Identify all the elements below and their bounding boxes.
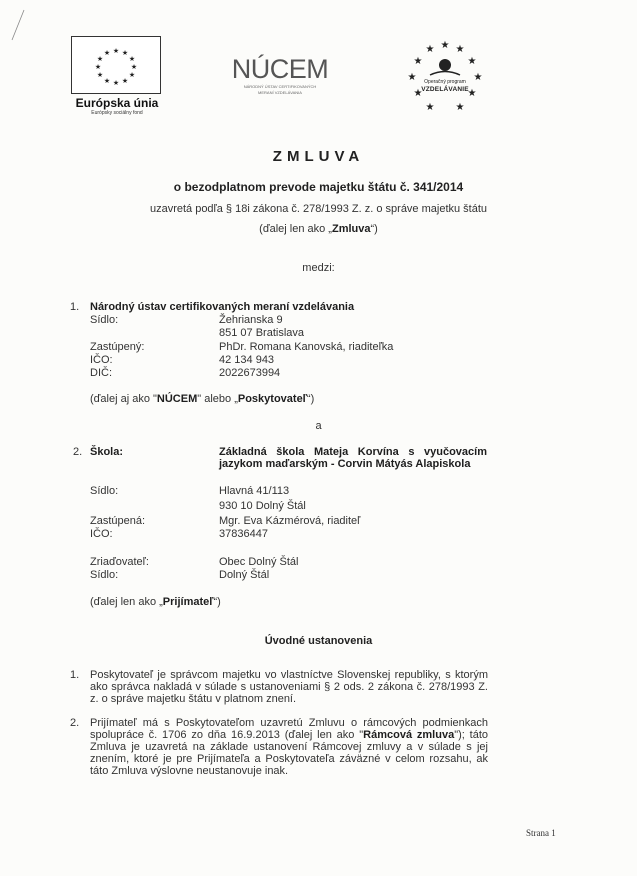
eu-flag-icon (71, 36, 161, 94)
vz-program-label: Operačný program (424, 79, 466, 85)
clause2-number: 2. (70, 717, 80, 729)
scratch-mark (8, 8, 28, 44)
alias-contract-term: Zmluva (331, 223, 371, 235)
eu-subtitle: Európsky sociálny fond (91, 110, 143, 116)
nucem-subtitle-2: MERANÍ VZDELÁVANIA (258, 90, 302, 95)
svg-text:★: ★ (96, 71, 104, 79)
party1-rep-label: Zastúpený: (90, 341, 145, 353)
star-ring-icon (400, 38, 490, 118)
party2-seat-street: Hlavná 41/113 (219, 485, 290, 497)
party2-number: 2. (73, 446, 83, 458)
between-label: medzi: (302, 262, 335, 274)
svg-text:★: ★ (94, 63, 102, 71)
svg-text:★: ★ (103, 49, 111, 57)
svg-text:★: ★ (112, 47, 120, 55)
vz-program-name: VZDELÁVANIE (421, 86, 469, 93)
svg-text:★: ★ (112, 79, 120, 87)
svg-text:★: ★ (467, 56, 477, 67)
party1-seat-label: Sídlo: (90, 314, 119, 326)
party2-rep-value: Mgr. Eva Kázmérová, riaditeľ (219, 515, 361, 527)
nucem-logo (228, 56, 332, 95)
svg-text:★: ★ (413, 56, 423, 67)
party1-number: 1. (70, 301, 80, 313)
party2-rep-label: Zastúpená: (90, 515, 146, 527)
founder-seat-label: Sídlo: (90, 569, 119, 581)
svg-text:★: ★ (425, 102, 435, 113)
party2-seat-label: Sídlo: (90, 485, 119, 497)
svg-text:★: ★ (103, 77, 111, 85)
party2-ico-label: IČO: (90, 528, 113, 540)
intro-heading: Úvodné ustanovenia (264, 635, 373, 647)
alias-contract: (ďalej len ako „Zmluva“) (259, 223, 378, 235)
svg-text:★: ★ (128, 55, 136, 63)
party2-ico-value: 37836447 (219, 528, 268, 540)
clause1-text: Poskytovateľ je správcom majetku vo vlastníctve Slovenskej republiky, s ktorým ako správca nakladá v súlade s ustanoveniami § 2 ods. 2 zákona č. 278/1993 Z. z. o správe majetku štátu v platnom znení. (90, 669, 488, 705)
clause2-text: Prijímateľ má s Poskytovateľom uzavretú Zmluvu o rámcových podmienkach spolupráce č. 1706 zo dňa 16.9.2013 (ďalej len ako "Rámcová zmluva"); táto Zmluva je uzavretá na základe ustanovení Rámcovej zmluvy a v súlade s jej znením, ktoré je pre Prijímateľa a Poskytovateľa záväzné v celom rozsahu, ak táto Zmluva výslovne neustanovuje inak. (90, 717, 488, 777)
svg-text:★: ★ (413, 88, 423, 99)
party1-seat-city: 851 07 Bratislava (219, 327, 304, 339)
nucem-name: NÚCEM (231, 54, 329, 84)
svg-text:★: ★ (121, 49, 129, 57)
party1-ico-label: IČO: (90, 354, 113, 366)
svg-text:★: ★ (407, 72, 417, 83)
page-number: Strana 1 (526, 828, 556, 838)
legal-basis: uzavretá podľa § 18i zákona č. 278/1993 Z. z. o správe majetku štátu (149, 203, 488, 215)
party1-rep-value: PhDr. Romana Kanovská, riaditeľka (219, 341, 394, 353)
clause1-number: 1. (70, 669, 80, 681)
party2-name: Základná škola Mateja Korvína s vyučovacím jazykom maďarským - Corvin Mátyás Alapiskola (219, 446, 487, 470)
party1-dic-label: DIČ: (90, 367, 112, 379)
svg-text:★: ★ (455, 44, 465, 55)
party2-label: Škola: (90, 446, 124, 458)
and-separator: a (315, 420, 322, 432)
svg-text:★: ★ (128, 71, 136, 79)
svg-text:★: ★ (440, 40, 450, 51)
document-title: ZMLUVA (272, 148, 365, 165)
eu-name: Európska únia (75, 96, 159, 110)
svg-text:★: ★ (425, 44, 435, 55)
svg-text:★: ★ (473, 72, 483, 83)
svg-text:★: ★ (455, 102, 465, 113)
svg-text:★: ★ (467, 88, 477, 99)
party1-alias: (ďalej aj ako "NÚCEM" alebo „Poskytovateľ“) (90, 393, 315, 405)
eu-logo (71, 36, 163, 116)
vzdelavanie-logo (400, 38, 490, 118)
party1-name: Národný ústav certifikovaných meraní vzdelávania (90, 301, 355, 313)
party1-dic-value: 2022673994 (219, 367, 281, 379)
svg-text:★: ★ (121, 77, 129, 85)
svg-text:★: ★ (130, 63, 138, 71)
nucem-subtitle-1: NÁRODNÝ ÚSTAV CERTIFIKOVANÝCH (243, 84, 317, 89)
founder-label: Zriaďovateľ: (90, 556, 149, 568)
document-subtitle: o bezodplatnom prevode majetku štátu č. 341/2014 (173, 180, 464, 194)
party2-seat-city: 930 10 Dolný Štál (219, 500, 306, 512)
svg-text:★: ★ (96, 55, 104, 63)
founder-value: Obec Dolný Štál (219, 556, 299, 568)
founder-seat-value: Dolný Štál (219, 569, 270, 581)
party1-ico-value: 42 134 943 (219, 354, 275, 366)
party2-alias: (ďalej len ako „Prijímateľ“) (90, 596, 221, 608)
party1-seat-street: Žehrianska 9 (219, 314, 283, 326)
